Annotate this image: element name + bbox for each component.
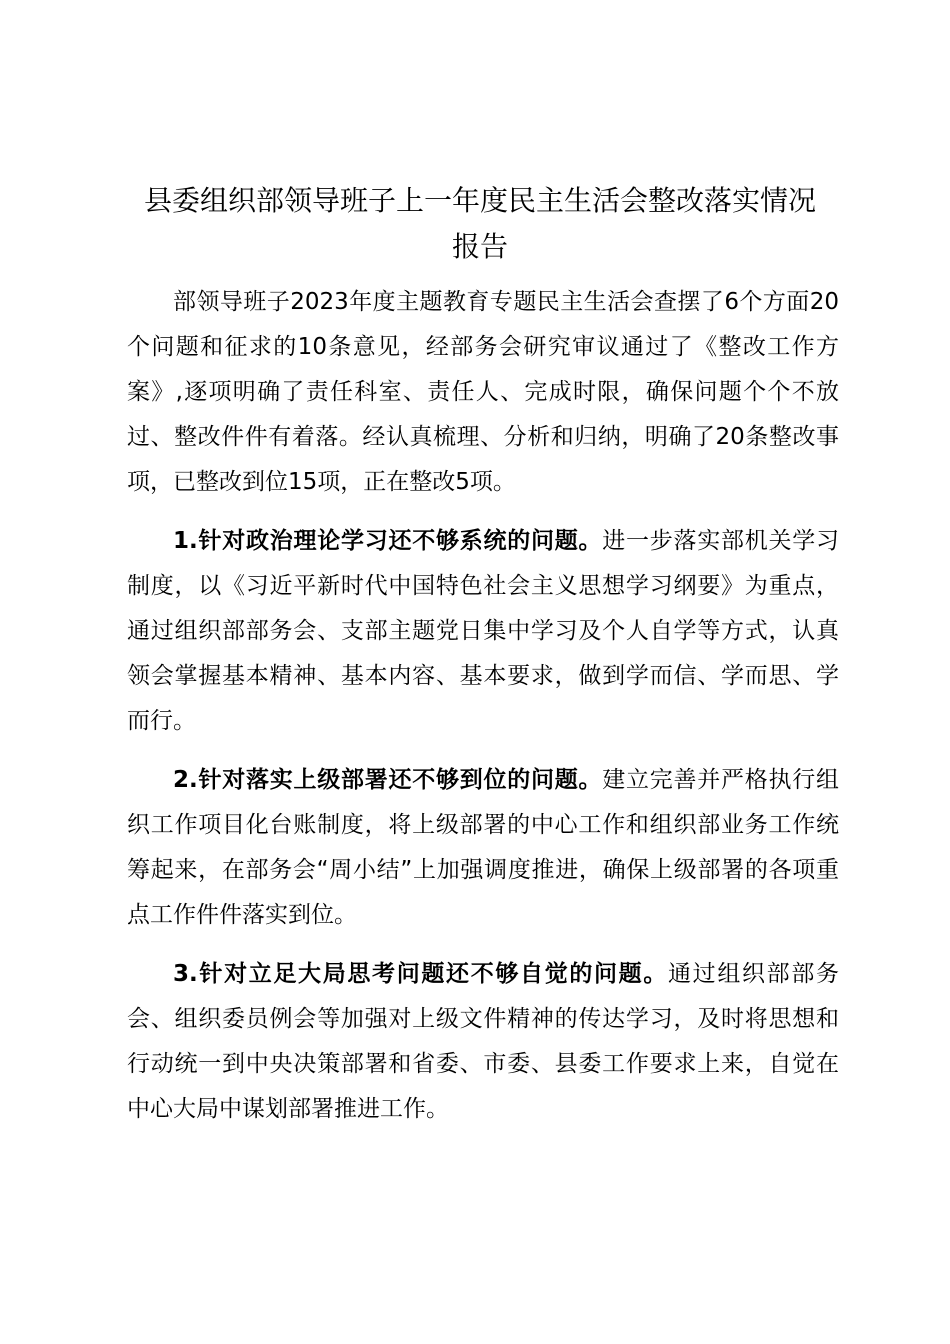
document-body: [127, 280, 839, 1146]
intro-paragraph: 部领导班子2023年度主题教育专题民主生活会查摆了6个方面20个问题和征求的10条意见，经部务会研究审议通过了《整改工作方案》,逐项明确了责任科室、责任人、完成时限，确保问题个个不放过、整改件件有着落。经认真梳理、分析和归纳，明确了20条整改事项，已整改到位15项，正在整改5项。: [127, 289, 839, 495]
item-text-3: 通过组织部部务会、组织委员例会等加强对上级文件精神的传达学习，及时将思想和行动统一到中央决策部署和省委、市委、县委工作要求上来，自觉在中心大局中谋划部署推进工作。: [127, 961, 839, 1122]
item-heading-1: 1.针对政治理论学习还不够系统的问题。: [173, 528, 603, 554]
document-title: [122, 178, 838, 270]
item-paragraph-2: [127, 758, 839, 938]
item-text-2: 建立完善并严格执行组织工作项目化台账制度，将上级部署的中心工作和组织部业务工作统筹起来，在部务会“周小结”上加强调度推进，确保上级部署的各项重点工作件件落实到位。: [127, 767, 839, 928]
item-heading-2: 2.针对落实上级部署还不够到位的问题。: [173, 767, 603, 793]
item-heading-3: 3.针对立足大局思考问题还不够自觉的问题。: [173, 961, 669, 987]
document-title-line-1: 县委组织部领导班子上一年度民主生活会整改落实情况: [143, 184, 816, 217]
item-paragraph-1: [127, 519, 839, 744]
item-paragraph-3: [127, 952, 839, 1132]
item-text-1: 进一步落实部机关学习制度，以《习近平新时代中国特色社会主义思想学习纲要》为重点，通过组织部部务会、支部主题党日集中学习及个人自学等方式，认真领会掌握基本精神、基本内容、基本要求，做到学而信、学而思、学而行。: [127, 528, 839, 734]
document-title-line-2: 报告: [451, 230, 508, 263]
